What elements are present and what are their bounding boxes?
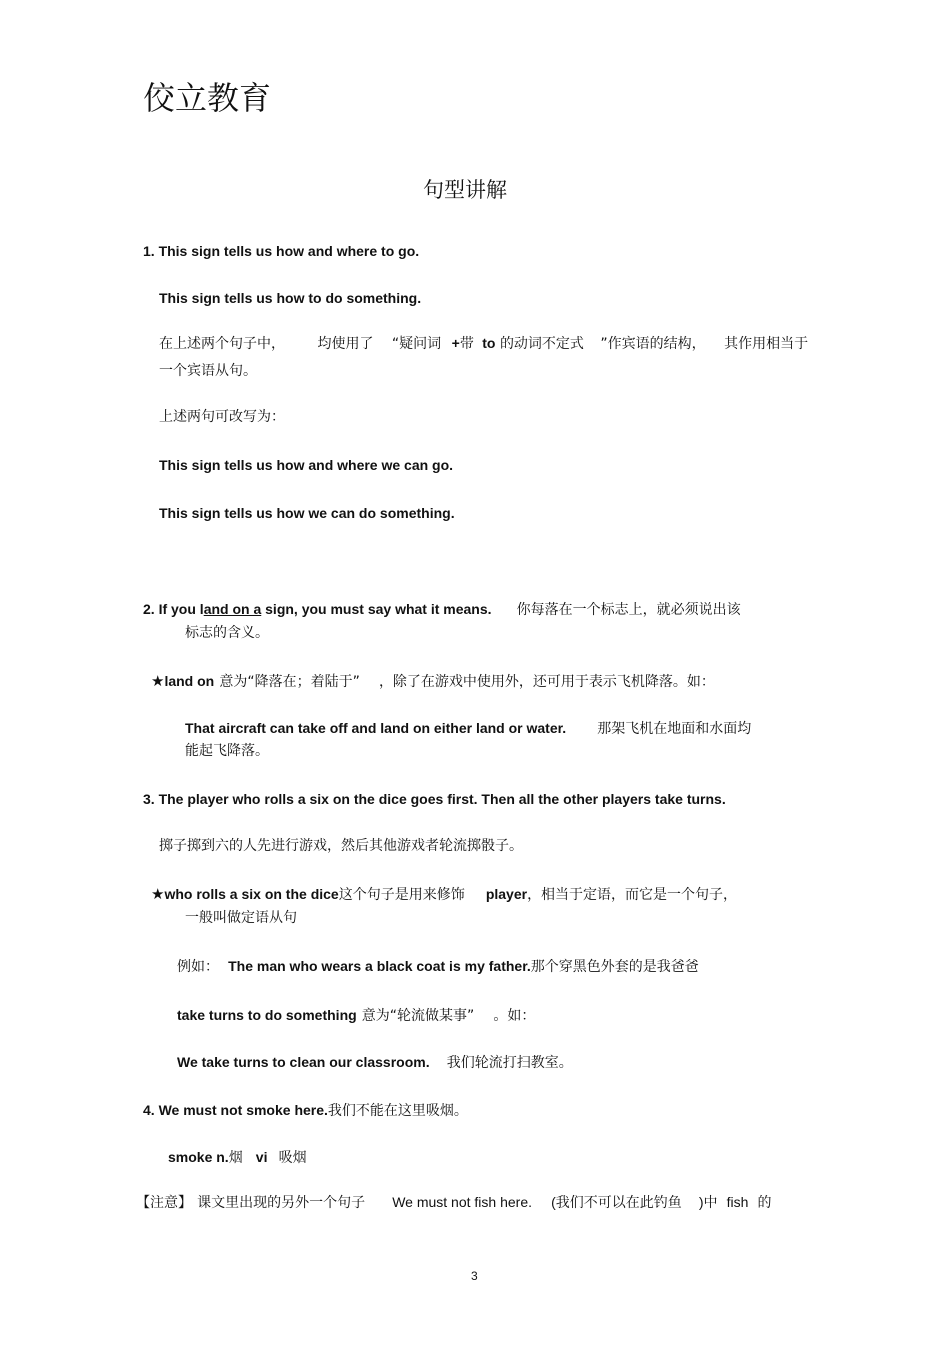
note-relative-clause <box>151 884 737 904</box>
star-icon: ★ <box>151 672 165 690</box>
explanation-fragment: ”作宾语的结构， <box>600 336 706 352</box>
sentence-fragment: 2. If you l <box>143 601 204 617</box>
example-father <box>177 956 699 976</box>
translation: 你每落在一个标志上，就必须说出该 <box>516 602 741 618</box>
note-text: 意为“降落在；着陆于” <box>219 674 360 690</box>
note-text: ，相当于定语，而它是一个句子， <box>527 887 738 903</box>
keyword: player <box>485 886 528 902</box>
keyword-to: to <box>482 335 496 351</box>
note-land-on <box>151 671 715 691</box>
sentence-3: 3. The player who rolls a six on the dice goes first. Then all the other players take turns. <box>143 791 726 807</box>
keyword: who rolls a six on the dice <box>164 886 339 902</box>
sentence-4 <box>143 1100 468 1120</box>
vocab-meaning: 吸烟 <box>278 1150 307 1166</box>
keyword: take turns to do something <box>177 1007 357 1023</box>
explanation-1-line2: 一个宾语从句。 <box>159 363 257 379</box>
rewrite-label: 上述两句可改写为： <box>159 409 285 425</box>
sentence-1-1: 1. This sign tells us how and where to go. <box>143 243 420 259</box>
sentence-fragment: sign, you must say what it means. <box>261 601 492 617</box>
example-sentence: The man who wears a black coat is my father. <box>228 958 531 974</box>
example-classroom <box>177 1052 573 1072</box>
translation-3: 掷子掷到六的人先进行游戏，然后其他游戏者轮流掷骰子。 <box>159 838 523 854</box>
explanation-fragment: 带 <box>459 336 474 352</box>
underlined-phrase: and on a <box>203 601 262 617</box>
note-text: )中 <box>698 1194 718 1210</box>
example-translation: 那架飞机在地面和水面均 <box>597 721 752 737</box>
sentence-1-2: This sign tells us how to do something. <box>159 290 422 306</box>
example-sentence: We must not fish here. <box>392 1194 532 1210</box>
sentence-fragment: 4. We must not smoke here. <box>143 1102 328 1118</box>
note-text: 课文里出现的另外一个句子 <box>197 1195 366 1211</box>
brand-title: 佼立教育 <box>143 79 272 117</box>
example-translation-cont: 能起飞降落。 <box>185 743 269 759</box>
star-icon: ★ <box>151 885 165 903</box>
vocab-pos: vi <box>255 1149 268 1165</box>
vocab-meaning: 烟 <box>228 1150 243 1166</box>
explanation-fragment: 在上述两个句子中， <box>159 336 285 352</box>
vocab-word: smoke n. <box>168 1149 229 1165</box>
keyword: land on <box>164 673 215 689</box>
explanation-fragment: “疑问词 <box>391 336 442 352</box>
sentence-1-4: This sign tells us how we can do something. <box>159 505 455 521</box>
example-aircraft <box>185 718 751 738</box>
note-fish <box>136 1192 772 1212</box>
vocab-smoke <box>168 1147 307 1167</box>
note-text: 这个句子是用来修饰 <box>338 887 465 903</box>
explanation-fragment: 的动词不定式 <box>499 336 584 352</box>
explanation-fragment: 均使用了 <box>317 336 374 352</box>
note-text: ，除了在游戏中使用外，还可用于表示飞机降落。如： <box>378 674 715 690</box>
note-take-turns <box>177 1005 535 1025</box>
note-text: 。如： <box>493 1008 536 1024</box>
page-number: 3 <box>471 1269 478 1283</box>
note-text: 的 <box>757 1195 772 1211</box>
example-translation: 我们轮流打扫教室。 <box>446 1055 573 1071</box>
note-text: 意为“轮流做某事” <box>361 1008 475 1024</box>
example-translation: 那个穿黑色外套的是我爸爸 <box>530 959 699 975</box>
plus-sign: + <box>451 335 460 351</box>
note-text-cont: 一般叫做定语从句 <box>185 910 297 926</box>
sentence-1-3: This sign tells us how and where we can go. <box>159 457 454 473</box>
note-text: (我们不可以在此钓鱼 <box>551 1194 682 1210</box>
sentence-2 <box>143 599 741 619</box>
example-sentence: That aircraft can take off and land on either land or water. <box>185 720 567 736</box>
explanation-fragment: 其作用相当于 <box>724 336 809 352</box>
explanation-1-line1 <box>159 333 808 353</box>
example-sentence: We take turns to clean our classroom. <box>177 1054 430 1070</box>
section-title: 句型讲解 <box>423 178 507 202</box>
keyword: fish <box>726 1194 749 1210</box>
note-label: 【注意】 <box>136 1195 192 1211</box>
example-label: 例如： <box>177 959 219 975</box>
translation-cont: 标志的含义。 <box>185 625 269 641</box>
translation: 我们不能在这里吸烟。 <box>327 1103 468 1119</box>
